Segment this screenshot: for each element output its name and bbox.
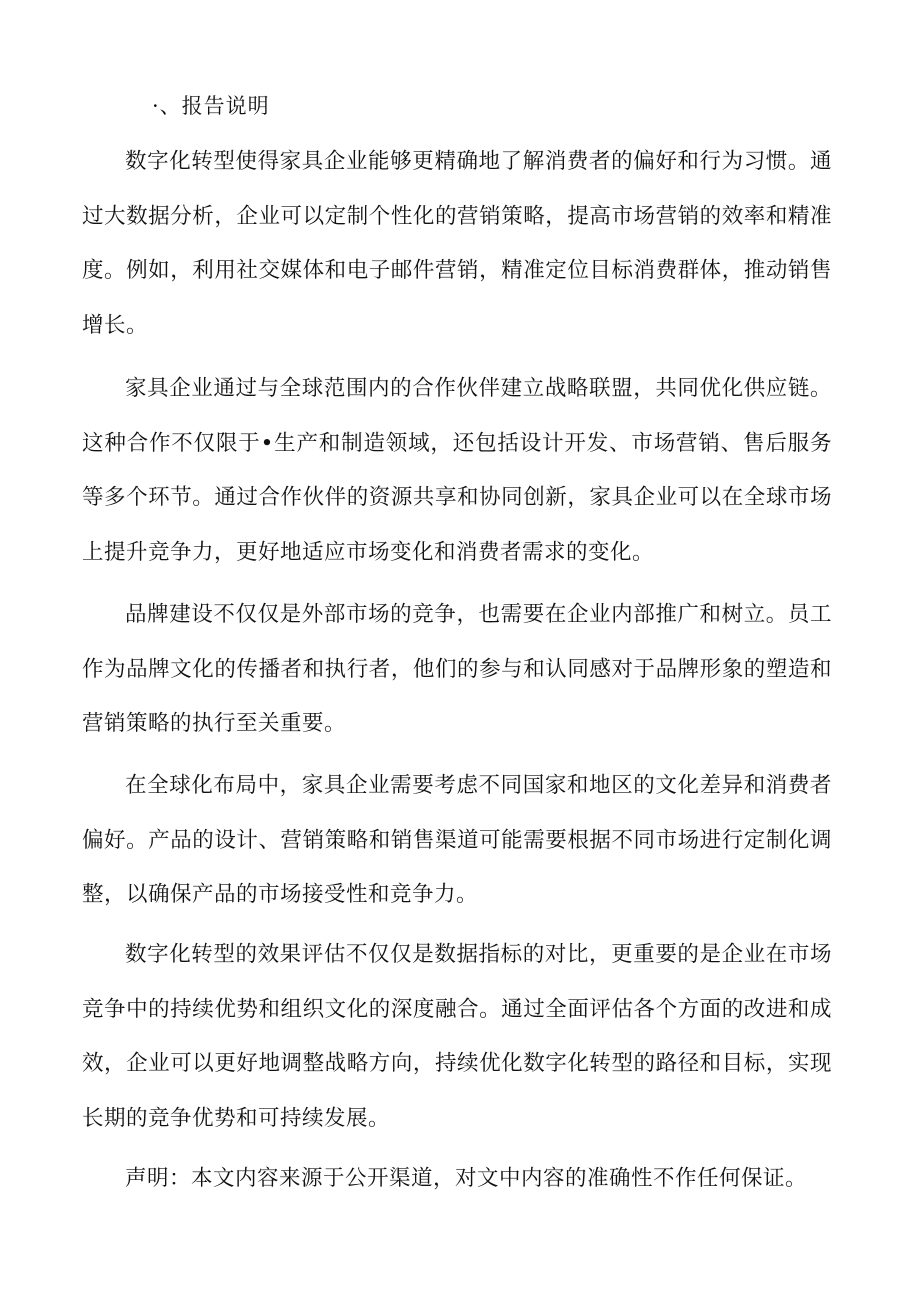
section-heading: ·、报告说明: [152, 94, 270, 118]
disclaimer-paragraph: 声明：本文内容来源于公开渠道，对文中内容的准确性不作任何保证。: [125, 1166, 808, 1191]
paragraph-strategic-alliance: 家具企业通过与全球范围内的合作伙伴建立战略联盟，共同优化供应链。这种合作不仅限于•生产和制造领域，还包括设计开发、市场营销、售后服务等多个环节。通过合作伙伴的资源共享和协同创新，家具企业可以在全球市场上提升竞争力，更好地适应市场变化和消费者需求的变化。: [82, 376, 832, 565]
paragraph-globalization: 在全球化布局中，家具企业需要考虑不同国家和地区的文化差异和消费者偏好。产品的设计、营销策略和销售渠道可能需要根据不同市场进行定制化调整，以确保产品的市场接受性和竞争力。: [82, 773, 832, 907]
paragraph-brand-building: 品牌建设不仅仅是外部市场的竞争，也需要在企业内部推广和树立。员工作为品牌文化的传播者和执行者，他们的参与和认同感对于品牌形象的塑造和营销策略的执行至关重要。: [82, 602, 832, 736]
paragraph-digital-marketing: 数字化转型使得家具企业能够更精确地了解消费者的偏好和行为习惯。通过大数据分析，企业可以定制个性化的营销策略，提高市场营销的效率和精准度。例如，利用社交媒体和电子邮件营销，精准定位目标消费群体，推动销售增长。: [82, 149, 832, 338]
paragraph-transformation-evaluation: 数字化转型的效果评估不仅仅是数据指标的对比，更重要的是企业在市场竞争中的持续优势和组织文化的深度融合。通过全面评估各个方面的改进和成效，企业可以更好地调整战略方向，持续优化数字化转型的路径和目标，实现长期的竞争优势和可持续发展。: [82, 942, 832, 1131]
